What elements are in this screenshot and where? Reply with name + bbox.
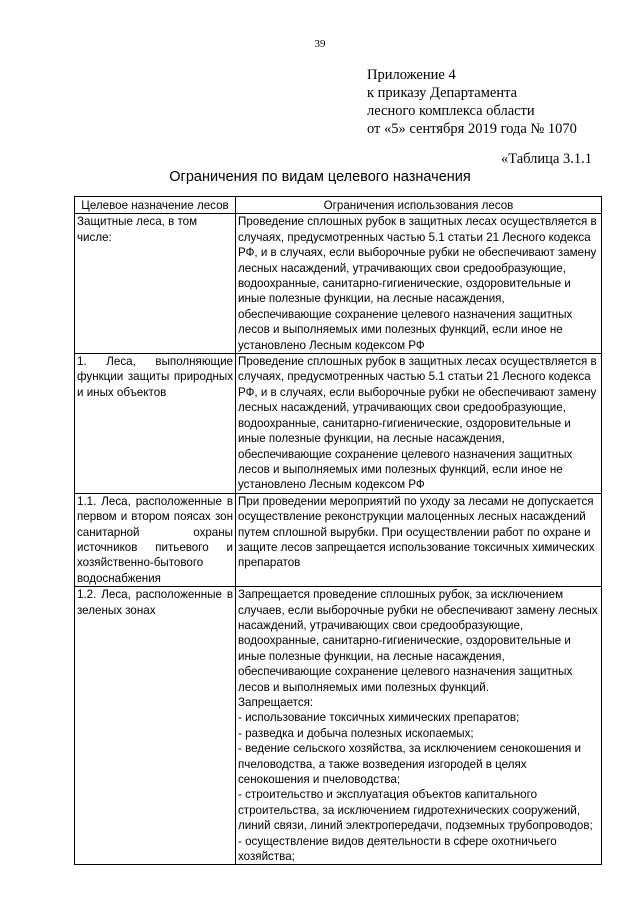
restriction-line: - использование токсичных химических препаратов; [238, 711, 520, 725]
purpose-cell: Защитные леса, в том числе: [75, 214, 236, 354]
appendix-line-4: от «5» сентября 2019 года № 1070 [367, 121, 577, 137]
appendix-block [367, 66, 577, 138]
purpose-cell: 1. Леса, выполняющие функции защиты природных и иных объектов [75, 354, 236, 494]
table-row [75, 587, 602, 865]
page-number: 39 [314, 38, 326, 50]
restriction-line: Запрещается проведение сплошных рубок, за исключением случаев, если выборочные рубки не обеспечивают замену лесных насаждений, утрачивающих свои средообразующие, водоохранные, санитарно-гигиенические, оздоровительные и иные полезные функции, на лесные насаждения, обеспечивающие сохранение целевого назначения защитных лесов и выполняемых ими полезных функций. [238, 588, 598, 694]
table-reference: «Таблица 3.1.1 [500, 151, 592, 167]
header-restrictions: Ограничения использования лесов [236, 197, 602, 214]
restriction-line: Запрещается: [238, 696, 314, 709]
restrictions-table [74, 196, 602, 865]
purpose-cell: 1.2. Леса, расположенные в зеленых зонах [75, 587, 236, 865]
restriction-cell: Проведение сплошных рубок в защитных лесах осуществляется в случаях, предусмотренных частью 5.1 статьи 21 Лесного кодекса РФ, и в случаях, если выборочные рубки не обеспечивают замену лесных насаждений, утрачивающих свои средообразующие, водоохранные, санитарно-гигиенические, оздоровительные и иные полезные функции, на лесные насаждения, обеспечивающие сохранение целевого назначения защитных лесов и выполняемых ими полезных функций, если иное не установлено Лесным кодексом РФ [236, 214, 602, 354]
appendix-line-1: Приложение 4 [367, 67, 456, 83]
table-row [75, 354, 602, 494]
restriction-line: - разведка и добыча полезных ископаемых; [238, 726, 474, 740]
document-title: Ограничения по видам целевого назначения [169, 169, 471, 185]
table-header-row [75, 197, 602, 214]
header-purpose: Целевое назначение лесов [75, 197, 236, 214]
restriction-cell [236, 587, 602, 865]
table-row [75, 214, 602, 354]
restriction-cell: Проведение сплошных рубок в защитных лесах осуществляется в случаях, предусмотренных частью 5.1 статьи 21 Лесного кодекса РФ, и в случаях, если выборочные рубки не обеспечивают замену лесных насаждений, утрачивающих свои средообразующие, водоохранные, санитарно-гигиенические, оздоровительные и иные полезные функции, на лесные насаждения, обеспечивающие сохранение целевого назначения защитных лесов и выполняемых ими полезных функций, если иное не установлено Лесным кодексом РФ [236, 354, 602, 494]
purpose-cell: 1.1. Леса, расположенные в первом и втором поясах зон санитарной охраны источников питьевого и хозяйственно-бытового водоснабжения [75, 493, 236, 586]
restriction-line: - строительство и эксплуатация объектов капитального строительства, за исключением гидротехнических сооружений, линий связи, линий электропередачи, подземных трубопроводов; [238, 788, 593, 833]
restriction-cell: При проведении мероприятий по уходу за лесами не допускается осуществление реконструкции малоценных лесных насаждений путем сплошной вырубки. При осуществлении работ по охране и защите лесов запрещается использование токсичных химических препаратов [236, 493, 602, 586]
appendix-line-3: лесного комплекса области [367, 103, 535, 119]
table-row [75, 493, 602, 586]
restriction-line: - осуществление видов деятельности в сфере охотничьего хозяйства; [238, 834, 557, 864]
restriction-line: - ведение сельского хозяйства, за исключением сенокошения и пчеловодства, а также возведения изгородей в целях сенокошения и пчеловодства; [238, 742, 581, 787]
appendix-line-2: к приказу Департамента [367, 85, 518, 101]
